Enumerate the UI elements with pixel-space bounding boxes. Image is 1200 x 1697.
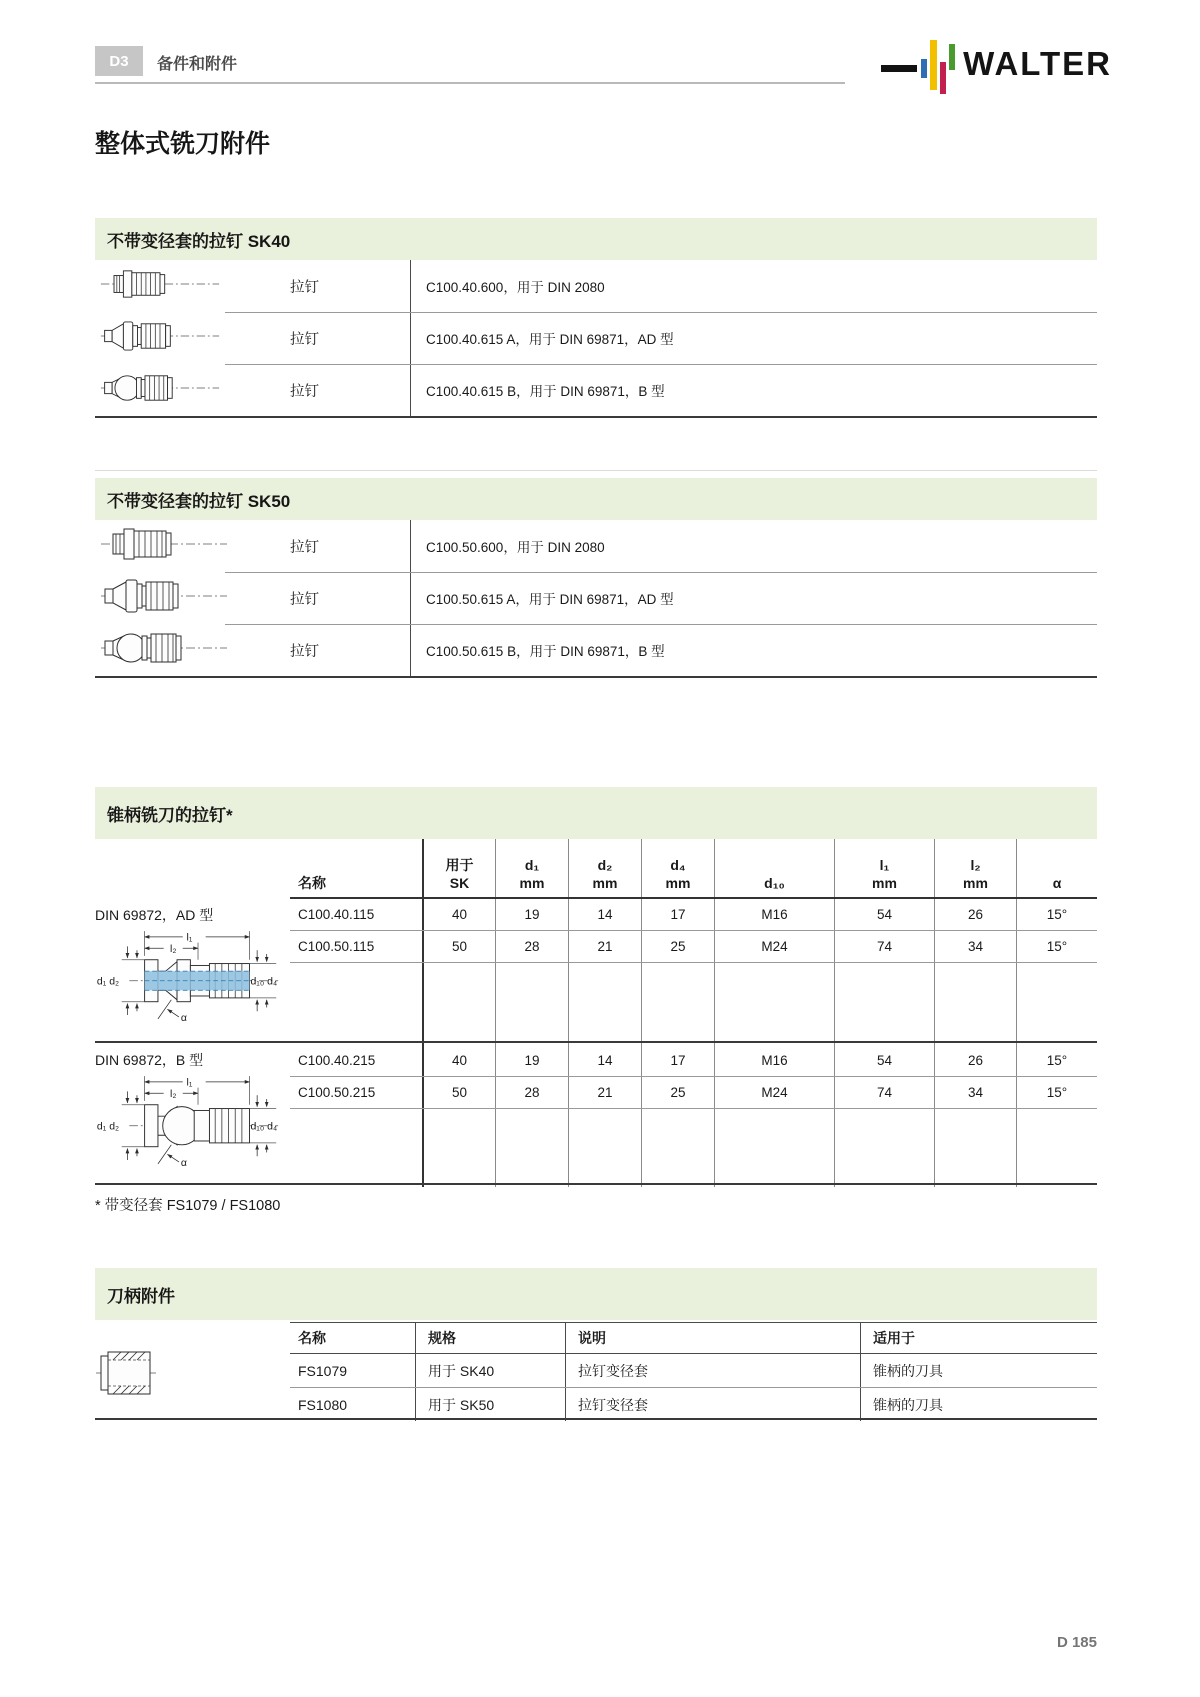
cell: 15° — [1016, 1045, 1097, 1076]
taper-dimension-table — [290, 839, 1097, 1187]
col-header-d10: d₁₀ — [714, 839, 834, 897]
section-sk50 — [95, 478, 1097, 678]
cell: 40 — [422, 899, 495, 930]
product-row — [95, 572, 1097, 624]
cell: 50 — [422, 1077, 495, 1108]
cell: 15° — [1016, 899, 1097, 930]
dim-d10-d4-label: d₁₀ d₄ — [250, 1121, 278, 1133]
holder-accessory-table — [290, 1322, 1097, 1421]
dim-l1-label: l₁ — [186, 1077, 193, 1089]
pull-stud-dimension-diagram-b — [95, 1066, 281, 1179]
chapter-title: 备件和附件 — [157, 56, 238, 73]
reduction-sleeve-drawing — [95, 1344, 157, 1407]
pull-stud-drawing — [95, 520, 290, 573]
cell: 74 — [834, 931, 934, 962]
cell-name: C100.50.115 — [298, 939, 375, 954]
cell-suitable-for: 锥柄的刀具 — [860, 1354, 1097, 1387]
cell-name: C100.40.115 — [298, 907, 375, 922]
section-taper-header: 锥柄铣刀的拉钉* — [95, 787, 1097, 839]
table-row — [290, 899, 1097, 931]
cell-name: C100.40.215 — [298, 1053, 376, 1068]
cell: 14 — [568, 899, 641, 930]
logo-bar-red — [940, 62, 946, 94]
section-sk50-rows — [95, 520, 1097, 678]
section-sk40-header: 不带变径套的拉钉 SK40 — [95, 218, 1097, 260]
pull-stud-drawing — [95, 624, 290, 677]
logo-wordmark: WALTER — [963, 45, 1112, 82]
product-label: 拉钉 — [290, 383, 319, 400]
product-label: 拉钉 — [290, 279, 319, 296]
section-sk50-header: 不带变径套的拉钉 SK50 — [95, 478, 1097, 520]
diagram-label-ad: DIN 69872，AD 型 — [95, 907, 214, 923]
logo-bars-icon — [881, 38, 953, 96]
cell: M24 — [714, 1077, 834, 1108]
table-spacer-row — [290, 1109, 1097, 1187]
page-header — [95, 46, 845, 84]
cell: 28 — [495, 931, 568, 962]
walter-logo — [881, 38, 1112, 96]
product-description: C100.40.615 B，用于 DIN 69871，B 型 — [426, 384, 665, 399]
dim-d1-d2-label: d₁ d₂ — [96, 1121, 120, 1133]
product-label: 拉钉 — [290, 539, 319, 556]
col-header-d2: d₂ mm — [568, 839, 641, 897]
product-label: 拉钉 — [290, 331, 319, 348]
cell-description: 拉钉变径套 — [565, 1388, 860, 1421]
col-header-alpha: α — [1016, 839, 1097, 897]
chapter-badge: D3 — [95, 46, 143, 76]
cell: 54 — [834, 1045, 934, 1076]
cell: 28 — [495, 1077, 568, 1108]
cell: 26 — [934, 1045, 1016, 1076]
cell: 15° — [1016, 931, 1097, 962]
cell: 19 — [495, 899, 568, 930]
table-header-row — [290, 839, 1097, 899]
logo-dash — [881, 65, 917, 72]
product-row — [95, 312, 1097, 364]
cell-name: C100.50.215 — [298, 1085, 376, 1100]
product-label: 拉钉 — [290, 591, 319, 608]
pull-stud-drawing — [95, 572, 290, 625]
dim-d1-d2-label: d₁ d₂ — [96, 976, 120, 988]
cell-suitable-for: 锥柄的刀具 — [860, 1388, 1097, 1421]
pull-stud-dimension-diagram-ad — [95, 921, 281, 1034]
product-row — [95, 260, 1097, 312]
cell: 26 — [934, 899, 1016, 930]
pull-stud-drawing — [95, 313, 290, 364]
cell: 14 — [568, 1045, 641, 1076]
col-header-d1: d₁ mm — [495, 839, 568, 897]
cell: 21 — [568, 931, 641, 962]
cell: 50 — [422, 931, 495, 962]
section-holder-accessories — [95, 1268, 1097, 1428]
col-header-name: 名称 — [298, 1330, 326, 1346]
cell: 25 — [641, 931, 714, 962]
cell: M24 — [714, 931, 834, 962]
cell: 17 — [641, 1045, 714, 1076]
pull-stud-drawing — [95, 261, 290, 312]
table-row — [290, 931, 1097, 963]
dim-l2-label: l₂ — [170, 944, 177, 956]
table-row — [290, 1077, 1097, 1109]
col-header-l1: l₁ mm — [834, 839, 934, 897]
col-header-spec: 规格 — [415, 1323, 565, 1353]
product-row — [95, 624, 1097, 676]
col-header-suitable-for: 适用于 — [860, 1323, 1097, 1353]
dim-l2-label: l₂ — [170, 1089, 177, 1101]
table-bottom-rule — [95, 1183, 1097, 1185]
col-header-l2: l₂ mm — [934, 839, 1016, 897]
cell-name: FS1080 — [298, 1396, 348, 1413]
page-title: 整体式铣刀附件 — [95, 130, 271, 158]
col-header-sk: 用于 SK — [422, 839, 495, 897]
dim-alpha-label: α — [180, 1012, 187, 1024]
col-header-d4: d₄ mm — [641, 839, 714, 897]
cell: 19 — [495, 1045, 568, 1076]
cell-spec: 用于 SK50 — [415, 1388, 565, 1421]
dim-d10-d4-label: d₁₀ d₄ — [250, 976, 278, 988]
product-description: C100.40.615 A，用于 DIN 69871，AD 型 — [426, 332, 674, 347]
product-description: C100.50.615 A，用于 DIN 69871，AD 型 — [426, 592, 674, 607]
col-header-description: 说明 — [565, 1323, 860, 1353]
cell: 15° — [1016, 1077, 1097, 1108]
section-taper-studs — [95, 787, 1097, 1207]
cell: 34 — [934, 1077, 1016, 1108]
cell: 21 — [568, 1077, 641, 1108]
cell: M16 — [714, 1045, 834, 1076]
product-row — [95, 520, 1097, 572]
cell: 74 — [834, 1077, 934, 1108]
logo-bar-blue — [921, 59, 927, 78]
cell-description: 拉钉变径套 — [565, 1354, 860, 1387]
page-number: D 185 — [1056, 1634, 1097, 1651]
section-holder-header: 刀柄附件 — [95, 1268, 1097, 1320]
cell: 40 — [422, 1045, 495, 1076]
table-header-row — [290, 1322, 1097, 1354]
diagram-label-b: DIN 69872，B 型 — [95, 1052, 204, 1068]
cell: 54 — [834, 899, 934, 930]
logo-bar-yellow — [930, 40, 937, 90]
col-header-name: 名称 — [298, 874, 326, 891]
table-spacer-row — [290, 963, 1097, 1045]
footnote: * 带变径套 FS1079 / FS1080 — [95, 1198, 281, 1214]
pull-stud-drawing — [95, 365, 290, 416]
cell: M16 — [714, 899, 834, 930]
cell-spec: 用于 SK40 — [415, 1354, 565, 1387]
product-description: C100.50.615 B，用于 DIN 69871，B 型 — [426, 644, 665, 659]
table-bottom-rule — [95, 1418, 1097, 1420]
section-sk40-rows — [95, 260, 1097, 418]
group-divider-rule — [95, 1041, 1097, 1043]
cell: 34 — [934, 931, 1016, 962]
section-sk40 — [95, 218, 1097, 418]
cell-name: FS1079 — [298, 1362, 348, 1379]
product-description: C100.50.600，用于 DIN 2080 — [426, 540, 605, 555]
logo-bar-green — [949, 44, 955, 70]
product-description: C100.40.600，用于 DIN 2080 — [426, 280, 605, 295]
cell: 17 — [641, 899, 714, 930]
dim-alpha-label: α — [180, 1157, 187, 1169]
cell: 25 — [641, 1077, 714, 1108]
table-row — [290, 1387, 1097, 1421]
divider — [95, 470, 1097, 471]
table-row — [290, 1354, 1097, 1387]
table-row — [290, 1045, 1097, 1077]
dim-l1-label: l₁ — [186, 932, 193, 944]
product-row — [95, 364, 1097, 416]
product-label: 拉钉 — [290, 643, 319, 660]
